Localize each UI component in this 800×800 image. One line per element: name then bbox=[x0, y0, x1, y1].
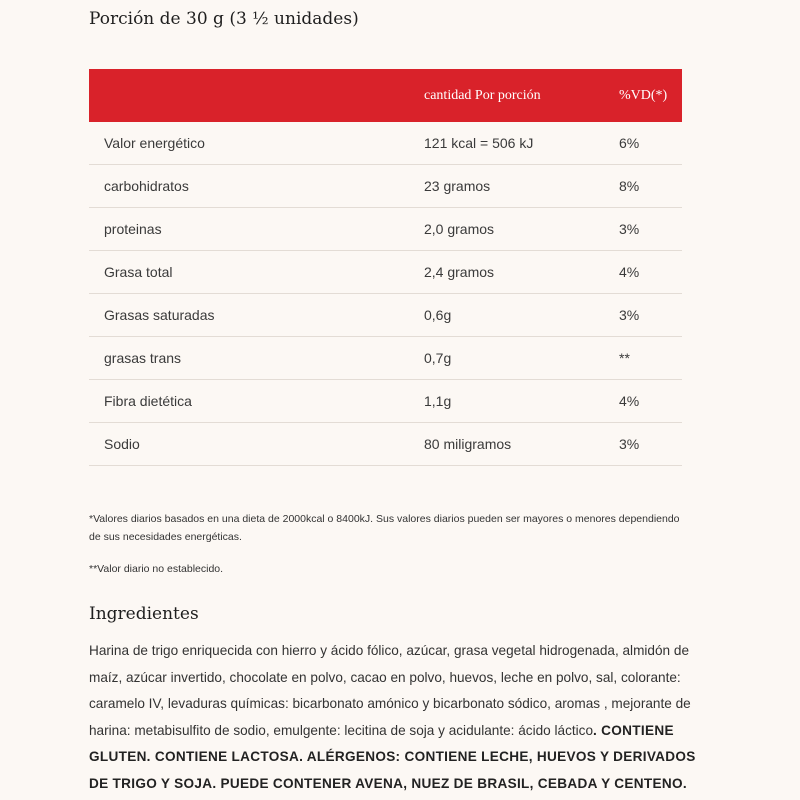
table-header bbox=[89, 69, 682, 122]
nutrient-name: Sodio bbox=[104, 436, 140, 452]
header-amount: cantidad Por porción bbox=[424, 88, 541, 103]
nutrient-amount: 1,1g bbox=[424, 393, 452, 409]
nutrient-daily-value: 3% bbox=[619, 307, 640, 323]
table-row bbox=[89, 337, 682, 380]
table-body bbox=[89, 122, 682, 466]
nutrient-name: Grasas saturadas bbox=[104, 307, 215, 323]
nutrient-daily-value: ** bbox=[619, 350, 630, 366]
nutrient-amount: 0,6g bbox=[424, 307, 452, 323]
table-row bbox=[89, 165, 682, 208]
nutrient-name: carbohidratos bbox=[104, 178, 189, 194]
nutrition-table bbox=[89, 69, 682, 466]
table-row bbox=[89, 294, 682, 337]
daily-values-note: *Valores diarios basados en una dieta de 2000kcal o 8400kJ. Sus valores diarios pueden ser mayores o menores dependiendo de sus necesidades energéticas. bbox=[89, 513, 680, 543]
header-daily-value: %VD(*) bbox=[619, 88, 668, 103]
nutrient-daily-value: 4% bbox=[619, 264, 640, 280]
nutrient-daily-value: 8% bbox=[619, 178, 640, 194]
nutrient-amount: 80 miligramos bbox=[424, 436, 512, 452]
nutrient-daily-value: 4% bbox=[619, 393, 640, 409]
not-established-note: **Valor diario no establecido. bbox=[89, 563, 224, 575]
nutrient-daily-value: 6% bbox=[619, 135, 640, 151]
nutrient-name: grasas trans bbox=[104, 350, 182, 366]
nutrient-daily-value: 3% bbox=[619, 436, 640, 452]
table-row bbox=[89, 251, 682, 294]
allergen-warning: . CONTIENE GLUTEN. CONTIENE LACTOSA. ALÉRGENOS: CONTIENE LECHE, HUEVOS Y DERIVADOS DE TRIGO Y SOJA. PUEDE CONTENER AVENA, NUEZ DE BRASIL, CEBADA Y CENTENO. bbox=[89, 722, 696, 791]
nutrient-name: proteinas bbox=[104, 221, 162, 237]
ingredients-list: Harina de trigo enriquecida con hierro y ácido fólico, azúcar, grasa vegetal hidrogenada, almidón de maíz, azúcar invertido, chocolate en polvo, cacao en polvo, huevos, leche en polvo, sal, colorante: caramelo IV, levaduras químicas: bicarbonato amónico y bicarbonato sódico, aromas , mejorante de harina: metabisulfito de sodio, emulgente: lecitina de soja y acidulante: ácido láctico bbox=[89, 643, 691, 738]
nutrient-amount: 2,4 gramos bbox=[424, 264, 495, 280]
nutrient-amount: 2,0 gramos bbox=[424, 221, 495, 237]
nutrient-amount: 0,7g bbox=[424, 350, 452, 366]
nutrient-name: Grasa total bbox=[104, 264, 173, 280]
table-row bbox=[89, 423, 682, 466]
table-row bbox=[89, 122, 682, 165]
table-row bbox=[89, 380, 682, 423]
nutrient-amount: 23 gramos bbox=[424, 178, 491, 194]
nutrient-name: Fibra dietética bbox=[104, 393, 192, 409]
table-row bbox=[89, 208, 682, 251]
nutrient-name: Valor energético bbox=[104, 135, 205, 151]
ingredients-text bbox=[89, 638, 699, 797]
nutrient-amount: 121 kcal = 506 kJ bbox=[424, 135, 534, 151]
nutrient-daily-value: 3% bbox=[619, 221, 640, 237]
serving-size-title: Porción de 30 g (3 ½ unidades) bbox=[89, 9, 359, 29]
ingredients-title: Ingredientes bbox=[89, 604, 199, 624]
